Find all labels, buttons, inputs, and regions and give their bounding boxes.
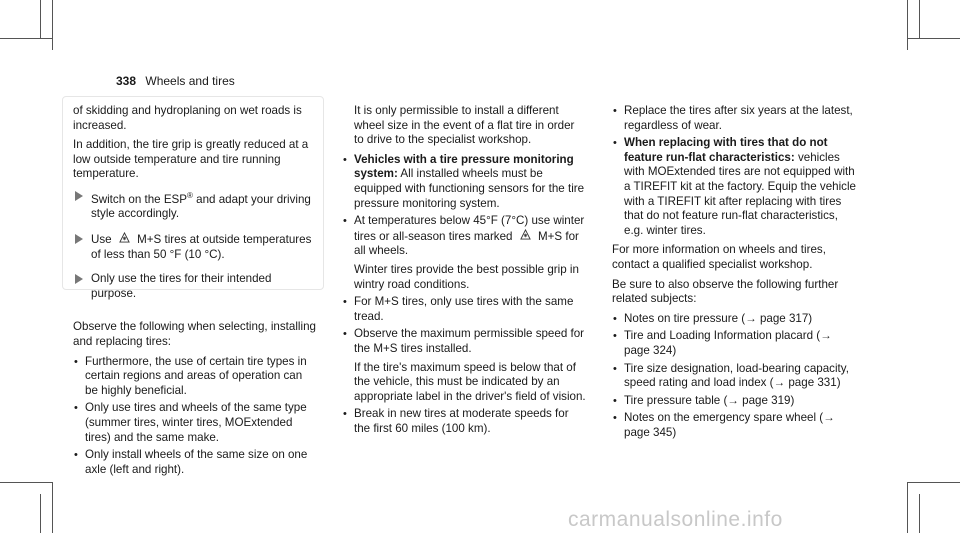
cross-reference-link[interactable]: • Tire and Loading Information placard (→ page 324) [612,329,858,358]
list-paragraph: Winter tires provide the best possible grip in wintry road conditions. [354,262,579,291]
paragraph: For more information on wheels and tires, contact a qualified specialist workshop. [612,243,826,271]
crop-mark [0,38,52,39]
list-item: • For M+S tires, only use tires with the same tread. [342,295,587,324]
crop-mark [0,482,52,483]
paragraph: of skidding and hydroplaning on wet roads is increased. [73,104,302,132]
instruction-intended-purpose: Only use the tires for their intended purpose. [73,272,317,301]
related-links [612,312,858,441]
column-1 [73,104,317,482]
cross-reference-link[interactable]: • Notes on the emergency spare wheel (→ page 345) [612,411,858,440]
snowflake-mountain-icon [520,229,531,244]
list-item: • Only use tires and wheels of the same type (summer tires, winter tires, MOExtended tires) and the same make. [73,401,317,445]
list-item: • Only install wheels of the same size on one axle (left and right). [73,448,317,477]
crop-mark [40,494,41,533]
crop-mark [919,494,920,533]
paragraph: Be sure to also observe the following further related subjects: [612,277,839,306]
arrow-icon [75,274,83,284]
list-paragraph: If the tire's maximum speed is below that of the vehicle, this must be indicated by an appropriate label in the driver's field of vision. [354,360,586,403]
list-item: • At temperatures below 45°F (7°C) use winter tires or all-season tires marked M+S for all wheels. Winter tires provide the best possible grip in wintry road conditions. [342,214,587,292]
crop-mark [908,482,960,483]
cross-reference-link[interactable]: • Tire size designation, load-bearing capacity, speed rating and load index (→ page 331) [612,362,858,391]
bullet-list [342,153,587,437]
list-item: • Observe the maximum permissible speed for the M+S tires installed. If the tire's maximum speed is below that of the vehicle, this must be indicated by an appropriate label in the driver's field of vision. [342,327,587,404]
list-item: • Replace the tires after six years at the latest, regardless of wear. [612,104,858,133]
cross-reference-link[interactable]: • Notes on tire pressure (→ page 317) [612,312,858,327]
arrow-icon [75,234,83,244]
arrow-icon [75,191,83,201]
crop-mark [908,38,960,39]
crop-mark [907,0,908,50]
page-number: 338 [116,74,137,88]
watermark: carmanualsonline.info [568,508,783,531]
snowflake-mountain-icon [119,232,130,247]
paragraph: Observe the following when selecting, installing and replacing tires: [73,320,316,348]
list-item: • Furthermore, the use of certain tire types in certain regions and areas of operation can be highly beneficial. [73,355,317,399]
instruction-esp: Switch on the ESP® and adapt your driving style accordingly. [73,189,317,222]
instruction-ms-tires: Use M+S tires at outside temperatures of less than 50 °F (10 °C). [73,232,317,262]
paragraph: In addition, the tire grip is greatly reduced at a low outside temperature and tire running temperature. [73,138,309,181]
crop-mark [40,0,41,38]
crop-mark [907,482,908,533]
bullet-list [612,104,858,238]
cross-reference-link[interactable]: • Tire pressure table (→ page 319) [612,394,858,409]
crop-mark [919,0,920,38]
crop-mark [52,0,53,50]
page-header [116,74,235,88]
column-2 [342,104,587,441]
paragraph: It is only permissible to install a different wheel size in the event of a flat tire in order to drive to the specialist workshop. [354,104,575,147]
list-item: • Vehicles with a tire pressure monitoring system: All installed wheels must be equipped with functioning sensors for the tire pressure monitoring system. [342,153,587,211]
list-item: • Break in new tires at moderate speeds for the first 60 miles (100 km). [342,407,587,436]
crop-mark [52,482,53,533]
list-item: • When replacing with tires that do not feature run-flat characteristics: vehicles with MOExtended tires are not equipped with a TIREFIT kit at the factory. Equip the vehicle with a TIREFIT kit after replacing with tires that do not feature run-flat characteristics, e.g. winter tires. [612,136,858,238]
bullet-list [73,355,317,478]
column-3 [612,104,858,445]
section-title: Wheels and tires [145,74,235,88]
